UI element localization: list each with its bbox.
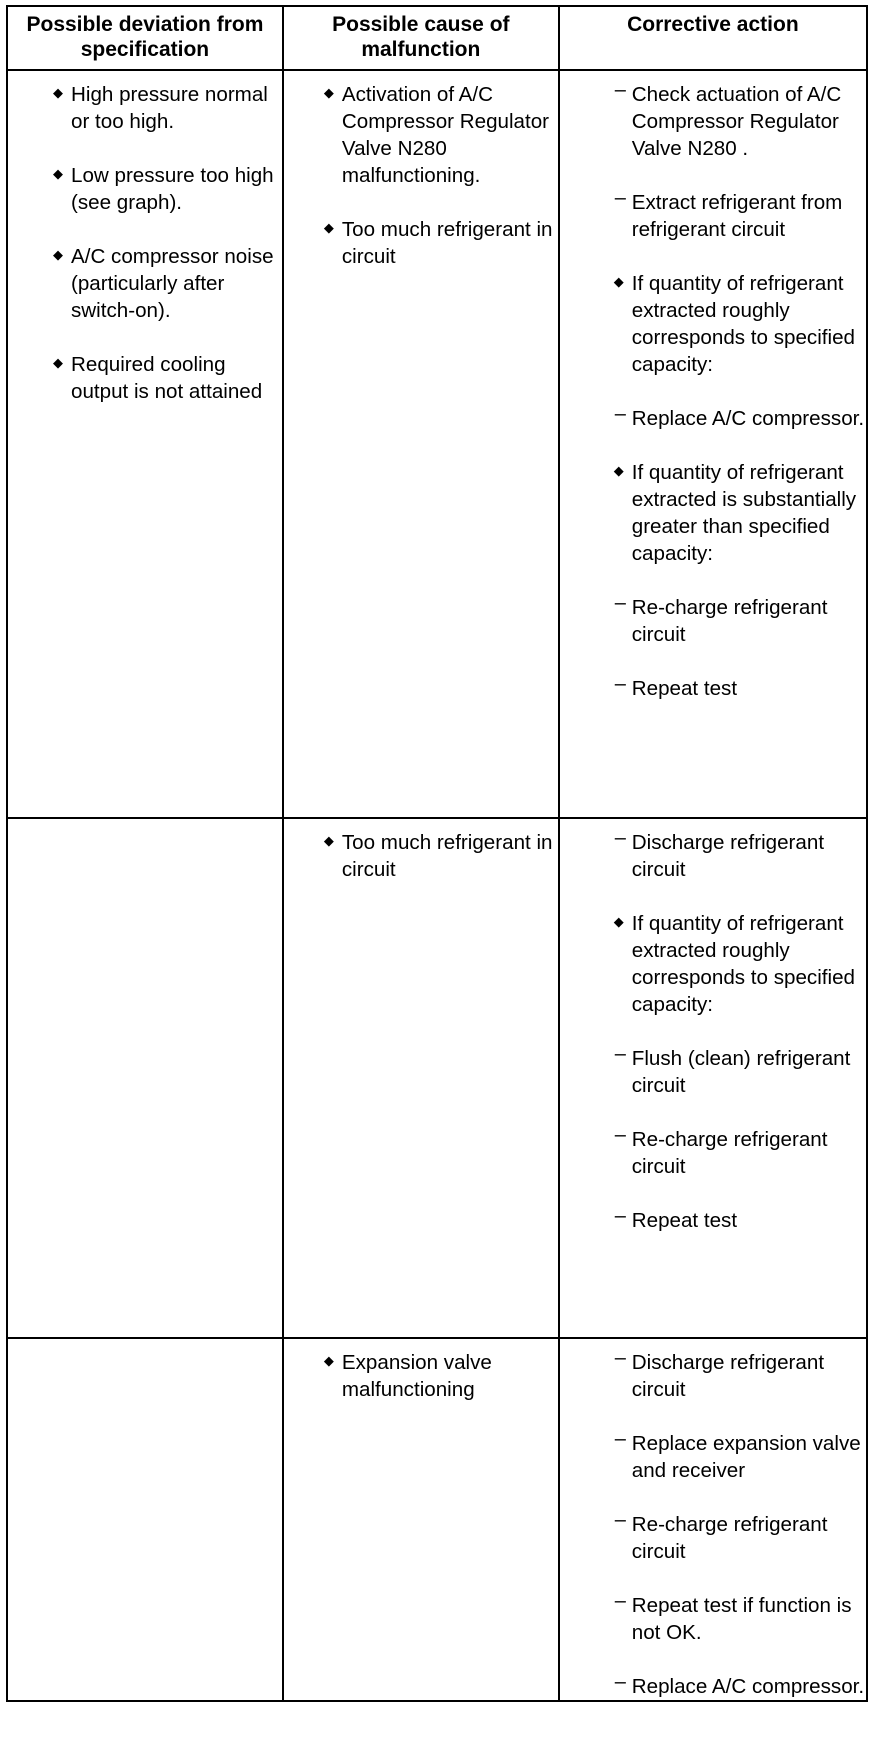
dash-marker-icon: – [614,1590,626,1612]
item-text: A/C compressor noise (particularly after switch-on). [71,245,274,322]
cause-item [322,1349,558,1403]
table-row [7,1338,867,1701]
action-item [612,405,866,432]
deviation-item [51,351,282,405]
dash-marker-icon: – [614,1671,626,1693]
action-item [612,829,866,883]
action-item [612,1126,866,1180]
header-cause: Possible cause of malfunction [283,6,559,70]
action-item [612,1592,866,1646]
item-text: Re-charge refrigerant circuit [631,596,828,646]
header-row [7,6,867,70]
deviation-cell [7,1338,283,1701]
bullet-marker-icon: ◆ [613,463,624,478]
bullet-marker-icon: ◆ [53,166,63,181]
dash-marker-icon: – [614,1428,626,1450]
deviation-cell [7,818,283,1338]
item-text: If quantity of refrigerant extracted is substantially greater than specified capacity: [631,461,857,565]
bullet-marker-icon: ◆ [323,1353,334,1368]
table-row [7,70,867,818]
action-item [612,1511,866,1565]
item-text: If quantity of refrigerant extracted roughly corresponds to specified capacity: [631,912,855,1016]
item-text: Activation of A/C Compressor Regulator Valve N280 malfunctioning. [341,83,550,187]
item-text: Expansion valve malfunctioning [341,1351,492,1401]
deviation-item [51,81,282,135]
action-item [612,675,866,702]
action-item [612,594,866,648]
action-item [612,1430,866,1484]
dash-marker-icon: – [614,79,626,101]
bullet-marker-icon: ◆ [323,220,334,235]
bullet-marker-icon: ◆ [323,833,334,848]
deviation-item [51,162,282,216]
action-cell [559,70,867,818]
item-text: Flush (clean) refrigerant circuit [631,1047,851,1097]
cause-item [322,829,558,883]
item-text: Re-charge refrigerant circuit [631,1128,828,1178]
item-text: Discharge refrigerant circuit [631,831,825,881]
dash-marker-icon: – [614,827,626,849]
item-text: Too much refrigerant in circuit [341,218,553,268]
bullet-marker-icon: ◆ [53,355,63,370]
header-action: Corrective action [559,6,867,70]
item-text: Replace A/C compressor. [631,407,865,430]
action-item [612,270,866,378]
dash-marker-icon: – [614,187,626,209]
action-cell [559,1338,867,1701]
dash-marker-icon: – [614,1347,626,1369]
dash-marker-icon: – [614,673,626,695]
bullet-marker-icon: ◆ [613,274,624,289]
table-body [7,70,867,1701]
item-text: If quantity of refrigerant extracted roughly corresponds to specified capacity: [631,272,855,376]
bullet-marker-icon: ◆ [53,247,63,262]
cause-item [322,81,558,189]
bullet-marker-icon: ◆ [613,914,624,929]
deviation-cell [7,70,283,818]
dash-marker-icon: – [614,1043,626,1065]
action-item [612,1045,866,1099]
cause-cell [283,818,559,1338]
table-row [7,818,867,1338]
dash-marker-icon: – [614,1509,626,1531]
item-text: Re-charge refrigerant circuit [631,1513,828,1563]
bullet-marker-icon: ◆ [53,85,63,100]
item-text: Repeat test [631,677,738,700]
troubleshooting-table [6,5,868,1702]
item-text: Extract refrigerant from refrigerant circuit [631,191,843,241]
cause-item [322,216,558,270]
bullet-marker-icon: ◆ [323,85,334,100]
deviation-item [51,243,282,324]
item-text: Too much refrigerant in circuit [341,831,553,881]
dash-marker-icon: – [614,1205,626,1227]
action-item [612,1673,866,1700]
item-text: Replace A/C compressor. [631,1675,865,1698]
dash-marker-icon: – [614,403,626,425]
item-text: Replace expansion valve and receiver [631,1432,861,1482]
action-cell [559,818,867,1338]
action-item [612,459,866,567]
troubleshooting-table-container [6,5,868,1702]
cause-cell [283,1338,559,1701]
dash-marker-icon: – [614,592,626,614]
cause-cell [283,70,559,818]
item-text: Low pressure too high (see graph). [71,164,274,214]
item-text: Check actuation of A/C Compressor Regulator Valve N280 . [631,83,842,160]
dash-marker-icon: – [614,1124,626,1146]
action-item [612,189,866,243]
action-item [612,81,866,162]
action-item [612,1349,866,1403]
item-text: Repeat test [631,1209,738,1232]
item-text: Repeat test if function is not OK. [631,1594,852,1644]
header-deviation: Possible deviation from specification [7,6,283,70]
item-text: Discharge refrigerant circuit [631,1351,825,1401]
action-item [612,1207,866,1234]
action-item [612,910,866,1018]
item-text: High pressure normal or too high. [71,83,268,133]
item-text: Required cooling output is not attained [71,353,263,403]
